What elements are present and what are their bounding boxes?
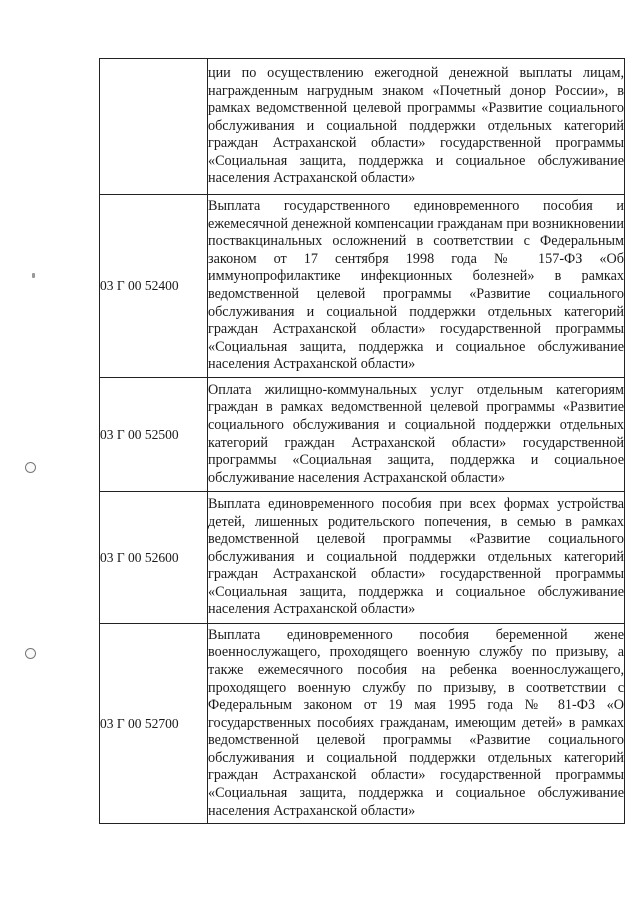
description-cell: ции по осуществлению ежегодной денежной выплаты лицам, награжденным нагрудным знаком «Почетный донор России», в рамках ведомственной целевой программы «Развитие социального обслуживания и социальной поддержки отдельных категорий граждан Астраханской области» государственной программы «Социальная защита, поддержка и социальное обслуживание населения Астраханской области» xyxy=(208,59,625,195)
code-cell xyxy=(100,59,208,195)
code-cell: 03 Г 00 52600 xyxy=(100,492,208,624)
description-cell: Выплата единовременного пособия при всех формах устройства детей, лишенных родительского попечения, в семью в рамках ведомственной целевой программы «Развитие социального обслуживания и социальной поддержки отдельных категорий граждан Астраханской области» государственной программы «Социальная защита, поддержка и социальное обслуживание населения Астраханской области» xyxy=(208,492,625,624)
punch-hole xyxy=(25,462,36,473)
table-row xyxy=(100,378,625,492)
code-cell: 03 Г 00 52700 xyxy=(100,624,208,824)
code-cell: 03 Г 00 52500 xyxy=(100,378,208,492)
code-cell: 03 Г 00 52400 xyxy=(100,195,208,378)
description-cell: Выплата единовременного пособия беременной жене военнослужащего, проходящего военную службу по призыву, а также ежемесячного пособия на ребенка военнослужащего, проходящего военную службу по призыву, в соответствии с Федеральным законом от 19 мая 1995 года № 81-ФЗ «О государственных пособиях гражданам, имеющим детей» в рамках ведомственной целевой программы «Развитие социального обслуживания и социальной поддержки отдельных категорий граждан Астраханской области» государственной программы «Социальная защита, поддержка и социальное обслуживание населения Астраханской области» xyxy=(208,624,625,824)
table-row xyxy=(100,492,625,624)
description-cell: Оплата жилищно-коммунальных услуг отдельным категориям граждан в рамках ведомственной целевой программы «Развитие социального обслуживания и социальной поддержки отдельных категорий граждан Астраханской области» государственной программы «Социальная защита, поддержка и социальное обслуживание населения Астраханской области» xyxy=(208,378,625,492)
table-row xyxy=(100,624,625,824)
punch-hole xyxy=(25,648,36,659)
budget-code-table xyxy=(99,58,625,824)
table-row xyxy=(100,59,625,195)
description-cell: Выплата государственного единовременного пособия и ежемесячной денежной компенсации гражданам при возникновении поствакцинальных осложнений в соответствии с Федеральным законом от 17 сентября 1998 года № 157-ФЗ «Об иммунопрофилактике инфекционных болезней» в рамках ведомственной целевой программы «Развитие социального обслуживания и социальной поддержки отдельных категорий граждан Астраханской области» государственной программы «Социальная защита, поддержка и социальное обслуживание населения Астраханской области» xyxy=(208,195,625,378)
table-row xyxy=(100,195,625,378)
scan-speck xyxy=(32,273,35,278)
